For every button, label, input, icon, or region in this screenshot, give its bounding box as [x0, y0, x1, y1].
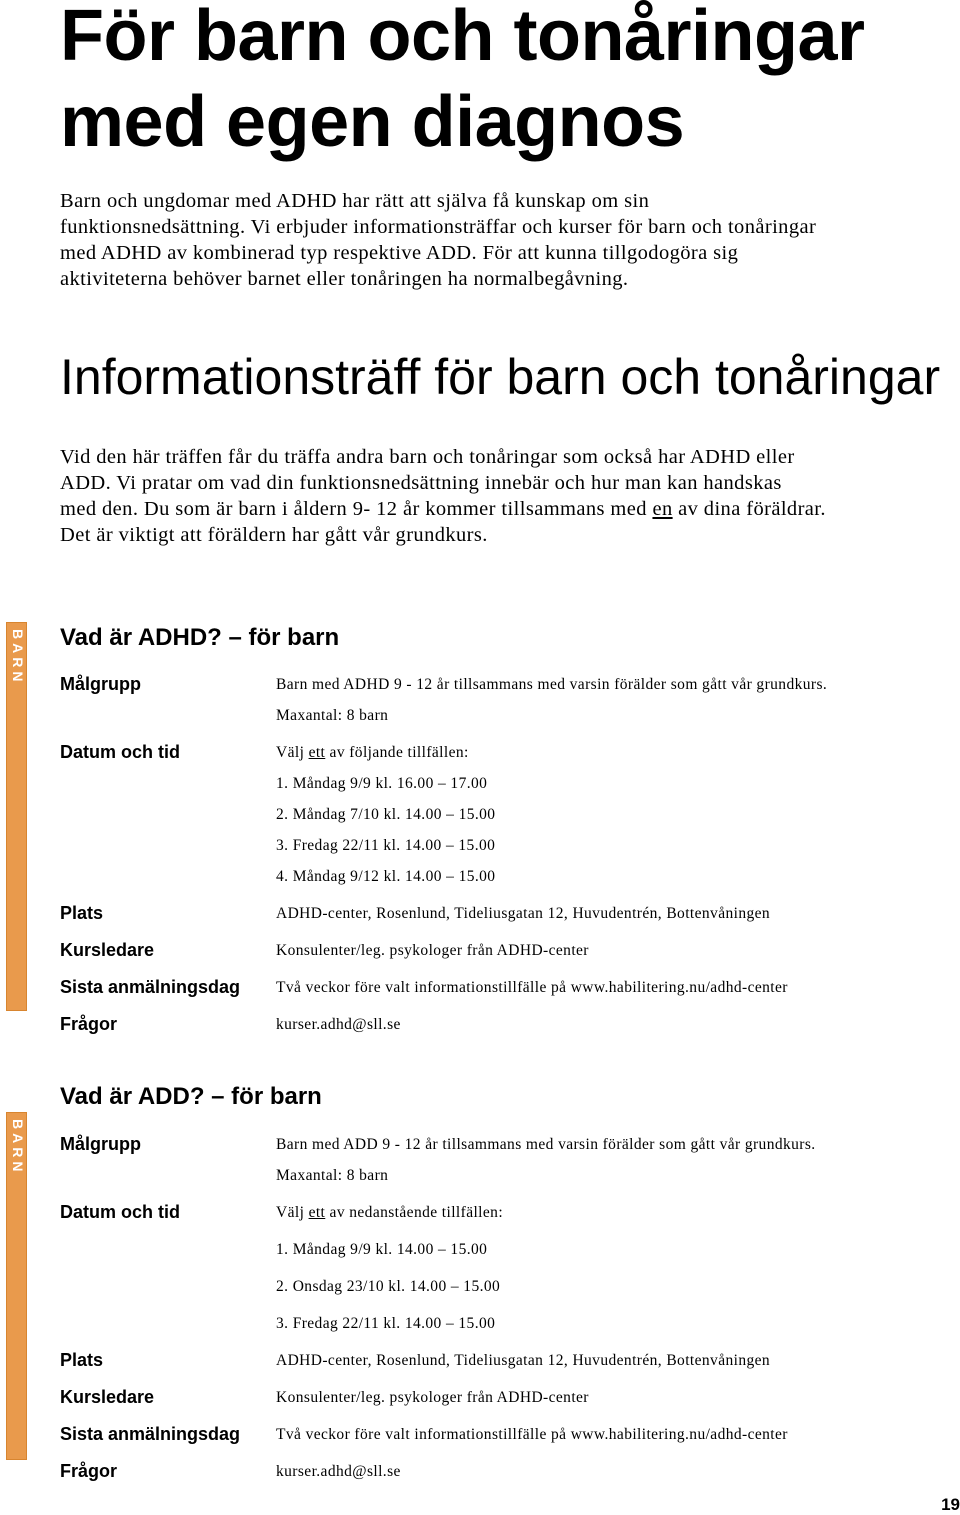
- page-title-line2: med egen diagnos: [60, 82, 685, 162]
- add-title: Vad är ADD? – för barn: [60, 1083, 322, 1110]
- section-text: [60, 444, 826, 548]
- label-target: Målgrupp: [60, 1134, 141, 1154]
- side-tab-barn: [6, 622, 27, 1011]
- value-place: ADHD-center, Rosenlund, Tideliusgatan 12, Huvudentrén, Bottenvåningen: [276, 905, 771, 922]
- label-deadline: Sista anmälningsdag: [60, 977, 241, 997]
- value-deadline: Två veckor före valt informationstillfälle på www.habilitering.nu/adhd-center: [276, 979, 788, 996]
- intro-line: funktionsnedsättning. Vi erbjuder informationsträffar och kurser för barn och tonåringar: [60, 216, 817, 238]
- label-place: Plats: [60, 1350, 104, 1370]
- label-questions: Frågor: [60, 1014, 118, 1034]
- label-leader: Kursledare: [60, 940, 155, 960]
- value-deadline: Två veckor före valt informationstillfälle på www.habilitering.nu/adhd-center: [276, 1426, 788, 1443]
- value-leader: Konsulenter/leg. psykologer från ADHD-center: [276, 942, 589, 959]
- date-option: 3. Fredag 22/11 kl. 14.00 – 15.00: [276, 837, 496, 854]
- intro-line: med ADHD av kombinerad typ respektive ADD. För att kunna tillgodogöra sig: [60, 242, 739, 264]
- underlined-text: ett: [308, 1204, 326, 1221]
- value-max: Maxantal: 8 barn: [276, 1167, 389, 1184]
- page-number: 19: [941, 1495, 960, 1514]
- value-target: Barn med ADHD 9 - 12 år tillsammans med varsin förälder som gått vår grundkurs.: [276, 676, 828, 693]
- value-place: ADHD-center, Rosenlund, Tideliusgatan 12, Huvudentrén, Bottenvåningen: [276, 1352, 771, 1369]
- label-leader: Kursledare: [60, 1387, 155, 1407]
- intro-text: [60, 188, 816, 292]
- date-option: 1. Måndag 9/9 kl. 16.00 – 17.00: [276, 775, 488, 792]
- intro-line: Barn och ungdomar med ADHD har rätt att själva få kunskap om sin: [60, 190, 650, 212]
- label-deadline: Sista anmälningsdag: [60, 1424, 241, 1444]
- page-title-line1: För barn och tonåringar: [60, 0, 865, 76]
- text: av dina föräldrar.: [672, 498, 826, 520]
- section-line: Det är viktigt att föräldern har gått vår grundkurs.: [60, 524, 488, 546]
- side-tab-label: BARN: [10, 629, 26, 686]
- date-option: 2. Onsdag 23/10 kl. 14.00 – 15.00: [276, 1278, 501, 1295]
- date-option: 1. Måndag 9/9 kl. 14.00 – 15.00: [276, 1241, 488, 1258]
- side-tab-barn: [6, 1112, 27, 1460]
- label-place: Plats: [60, 903, 104, 923]
- date-option: 3. Fredag 22/11 kl. 14.00 – 15.00: [276, 1315, 496, 1332]
- side-tab-label: BARN: [10, 1119, 26, 1176]
- value-choose: [276, 1203, 503, 1223]
- text: Välj: [276, 744, 309, 761]
- text: av följande tillfällen:: [325, 744, 469, 761]
- underlined-text: en: [652, 498, 673, 520]
- adhd-title: Vad är ADHD? – för barn: [60, 624, 340, 651]
- label-questions: Frågor: [60, 1461, 118, 1481]
- text: av nedanstående tillfällen:: [325, 1204, 504, 1221]
- label-date: Datum och tid: [60, 742, 180, 762]
- value-email[interactable]: kurser.adhd@sll.se: [276, 1463, 401, 1480]
- label-target: Målgrupp: [60, 674, 141, 694]
- section-line: [60, 496, 826, 522]
- date-option: 4. Måndag 9/12 kl. 14.00 – 15.00: [276, 868, 496, 885]
- text: med den. Du som är barn i åldern 9- 12 år kommer tillsammans med: [60, 498, 653, 520]
- value-target: Barn med ADD 9 - 12 år tillsammans med varsin förälder som gått vår grundkurs.: [276, 1136, 816, 1153]
- date-option: 2. Måndag 7/10 kl. 14.00 – 15.00: [276, 806, 496, 823]
- value-leader: Konsulenter/leg. psykologer från ADHD-center: [276, 1389, 589, 1406]
- section-line: Vid den här träffen får du träffa andra barn och tonåringar som också har ADHD eller: [60, 446, 795, 468]
- label-date: Datum och tid: [60, 1202, 180, 1222]
- value-email[interactable]: kurser.adhd@sll.se: [276, 1016, 401, 1033]
- text: Välj: [276, 1204, 309, 1221]
- section-title: Informationsträff för barn och tonåringar: [60, 349, 941, 405]
- section-line: ADD. Vi pratar om vad din funktionsnedsättning innebär och hur man kan handskas: [60, 472, 782, 494]
- value-max: Maxantal: 8 barn: [276, 707, 389, 724]
- value-choose: [276, 743, 469, 763]
- intro-line: aktiviteterna behöver barnet eller tonåringen ha normalbegåvning.: [60, 268, 629, 290]
- underlined-text: ett: [308, 744, 326, 761]
